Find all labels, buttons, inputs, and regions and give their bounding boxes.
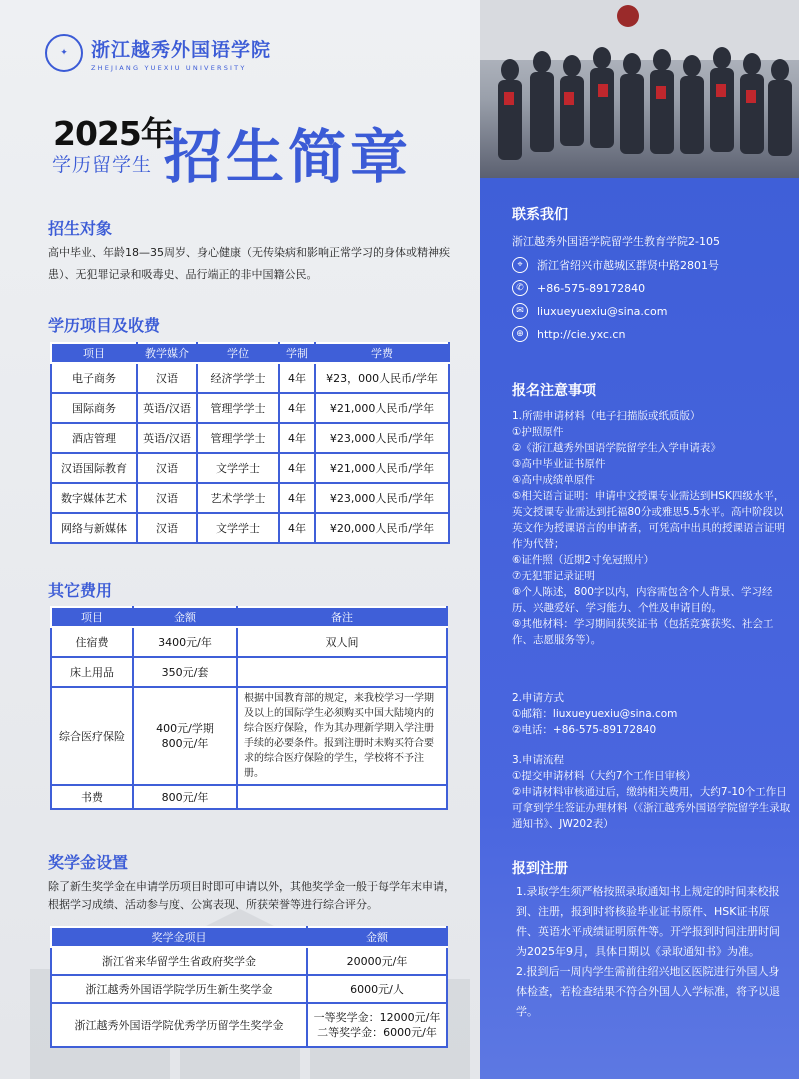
contact-address-row xyxy=(512,257,719,273)
program-name: 电子商务 xyxy=(51,363,137,393)
notes-heading: 报名注意事项 xyxy=(512,383,596,399)
fees-col-header: 项目 xyxy=(51,607,133,627)
program-medium: 汉语 xyxy=(137,363,197,393)
registration-item: 2.报到后一周内学生需前往绍兴地区医院进行外国人身体检查，若检查结果不符合外国人入学标准，将予以退学。 xyxy=(516,965,780,1018)
program-duration: 4年 xyxy=(279,423,315,453)
notes-list-item: ②申请材料审核通过后，缴纳相关费用，大约7-10个工作日可拿到学生签证办理材料（《浙江越秀外国语学院留学生录取通知书》、JW202表） xyxy=(512,786,791,830)
notes-list-item: ⑨其他材料：学习期间获奖证书（包括竞赛获奖、社会工作、志愿服务等）。 xyxy=(512,618,774,646)
program-medium: 英语/汉语 xyxy=(137,423,197,453)
program-degree: 经济学学士 xyxy=(197,363,279,393)
table-row xyxy=(51,363,449,393)
program-tuition: ¥23,000人民币/学年 xyxy=(315,423,449,453)
table-row xyxy=(51,687,447,785)
fee-amount: 350元/套 xyxy=(133,657,237,687)
contact-office: 浙江越秀外国语学院留学生教育学院2-105 xyxy=(512,235,720,248)
program-tuition: ¥23，000人民币/学年 xyxy=(315,363,449,393)
notes-list-item: ③高中毕业证书原件 xyxy=(512,458,606,470)
program-name: 酒店管理 xyxy=(51,423,137,453)
fee-note: 根据中国教育部的规定，来我校学习一学期及以上的国际学生必须购买中国大陆境内的综合医疗保险，作为其办理新学期入学注册手续的必要条件。报到注册时未购买符合要求的综合医疗保险的学生，学校将不予注册。 xyxy=(237,687,447,785)
contact-web-row[interactable] xyxy=(512,326,625,342)
program-degree: 管理学学士 xyxy=(197,423,279,453)
contact-website[interactable]: http://cie.yxc.cn xyxy=(537,327,626,341)
notes-section-2 xyxy=(512,690,792,738)
fees-col-header: 备注 xyxy=(237,607,447,627)
notes-list-item: ①邮箱：liuxueyuexiu@sina.com xyxy=(512,708,678,720)
table-row xyxy=(51,423,449,453)
programs-col-header: 学费 xyxy=(315,343,449,363)
programs-heading: 学历项目及收费 xyxy=(48,316,161,335)
table-row xyxy=(51,627,447,657)
program-duration: 4年 xyxy=(279,483,315,513)
scholarship-heading: 奖学金设置 xyxy=(48,853,129,872)
students-group-photo xyxy=(480,0,799,178)
fee-note xyxy=(237,785,447,809)
program-duration: 4年 xyxy=(279,363,315,393)
page-title: 招生简章 xyxy=(164,123,413,191)
program-tuition: ¥21,000人民币/学年 xyxy=(315,453,449,483)
program-name: 国际商务 xyxy=(51,393,137,423)
notes-s2-title: 2.申请方式 xyxy=(512,692,565,704)
university-seal-icon: ✦ xyxy=(45,34,83,72)
scholarship-amount: 20000元/年 xyxy=(307,947,447,975)
programs-col-header: 项目 xyxy=(51,343,137,363)
table-row xyxy=(51,393,449,423)
program-degree: 文学学士 xyxy=(197,513,279,543)
programs-table xyxy=(50,342,450,544)
program-tuition: ¥20,000人民币/学年 xyxy=(315,513,449,543)
scholarship-text: 除了新生奖学金在申请学历项目时即可申请以外，其他奖学金一般于每学年末申请，根据学习成绩、活动参与度、公寓表现、所获荣誉等进行综合评分。 xyxy=(48,880,455,911)
eligibility-text: 高中毕业、年龄18—35周岁、身心健康（无传染病和影响正常学习的身体或精神疾患）、无犯罪记录和吸毒史、品行端正的非中国籍公民。 xyxy=(48,246,450,281)
program-name: 数字媒体艺术 xyxy=(51,483,137,513)
notes-s3-title: 3.申请流程 xyxy=(512,754,565,766)
email-icon: ✉ xyxy=(512,303,528,319)
notes-list-item: ⑤相关语言证明：申请中文授课专业需达到HSK四级水平，英文授课专业需达到托福80分或雅思5.5水平。高中阶段以英文作为授课语言的申请者，可凭高中出具的授课语言证明作为代替； xyxy=(512,490,785,550)
logo-chinese-name: 浙江越秀外国语学院 xyxy=(91,38,272,61)
program-name: 汉语国际教育 xyxy=(51,453,137,483)
contact-phone: +86-575-89172840 xyxy=(537,281,646,295)
scholarship-table xyxy=(50,926,448,1048)
program-medium: 汉语 xyxy=(137,513,197,543)
fee-note: 双人间 xyxy=(237,627,447,657)
eligibility-heading: 招生对象 xyxy=(48,219,113,238)
program-name: 网络与新媒体 xyxy=(51,513,137,543)
contact-email[interactable]: liuxueyuexiu@sina.com xyxy=(537,304,668,318)
scholarship-col-header: 金额 xyxy=(307,927,447,947)
registration-list xyxy=(516,882,790,1022)
fees-heading: 其它费用 xyxy=(48,581,113,600)
fees-col-header: 金额 xyxy=(133,607,237,627)
fee-amount: 800元/年 xyxy=(133,785,237,809)
scholarship-col-header: 奖学金项目 xyxy=(51,927,307,947)
program-degree: 艺术学学士 xyxy=(197,483,279,513)
notes-s3-list xyxy=(512,768,792,832)
scholarship-amount: 6000元/人 xyxy=(307,975,447,1003)
program-duration: 4年 xyxy=(279,453,315,483)
table-row xyxy=(51,947,447,975)
subtitle: 学历留学生 xyxy=(52,154,153,176)
phone-icon: ✆ xyxy=(512,280,528,296)
program-medium: 汉语 xyxy=(137,453,197,483)
notes-s2-list xyxy=(512,706,792,738)
fees-table xyxy=(50,606,448,810)
globe-icon: ⊕ xyxy=(512,326,528,342)
notes-list-item: ②电话：+86-575-89172840 xyxy=(512,724,657,736)
contact-phone-row xyxy=(512,280,645,296)
table-row xyxy=(51,657,447,687)
program-degree: 文学学士 xyxy=(197,453,279,483)
program-tuition: ¥23,000人民币/学年 xyxy=(315,483,449,513)
contact-heading: 联系我们 xyxy=(512,207,568,223)
info-sidebar xyxy=(480,178,799,1079)
registration-heading: 报到注册 xyxy=(512,861,568,877)
scholarship-amount: 一等奖学金：12000元/年 二等奖学金：6000元/年 xyxy=(307,1003,447,1047)
notes-list-item: ①提交申请材料（大约7个工作日审核） xyxy=(512,770,697,782)
table-row xyxy=(51,1003,447,1047)
fee-item: 床上用品 xyxy=(51,657,133,687)
table-row xyxy=(51,975,447,1003)
contact-address: 浙江省绍兴市越城区群贤中路2801号 xyxy=(537,259,719,272)
programs-col-header: 教学媒介 xyxy=(137,343,197,363)
program-duration: 4年 xyxy=(279,393,315,423)
scholarship-name: 浙江越秀外国语学院学历生新生奖学金 xyxy=(51,975,307,1003)
program-duration: 4年 xyxy=(279,513,315,543)
fee-item: 综合医疗保险 xyxy=(51,687,133,785)
notes-list-item: ⑦无犯罪记录证明 xyxy=(512,570,595,582)
fee-amount: 3400元/年 xyxy=(133,627,237,657)
registration-item: 1.录取学生须严格按照录取通知书上规定的时间来校报到、注册，报到时将核验毕业证书原件、HSK证书原件、英语水平成绩证明原件等。开学报到时间注册时间为2025年9月，具体日期以《录取通知书》为准。 xyxy=(516,885,780,958)
fee-item: 住宿费 xyxy=(51,627,133,657)
notes-list-item: ①护照原件 xyxy=(512,426,564,438)
table-row xyxy=(51,513,449,543)
logo-english-name: ZHEJIANG YUEXIU UNIVERSITY xyxy=(91,63,247,72)
fee-item: 书费 xyxy=(51,785,133,809)
notes-s1-title: 1.所需申请材料（电子扫描版或纸质版） xyxy=(512,410,701,422)
year-label: 2025年 xyxy=(53,114,173,153)
notes-s1-list xyxy=(512,424,792,648)
notes-list-item: ②《浙江越秀外国语学院留学生入学申请表》 xyxy=(512,442,721,454)
notes-section-3 xyxy=(512,752,792,832)
fee-note xyxy=(237,657,447,687)
notes-section-1 xyxy=(512,408,792,648)
table-row xyxy=(51,453,449,483)
notes-list-item: ④高中成绩单原件 xyxy=(512,474,595,486)
location-pin-icon: ⌖ xyxy=(512,257,528,273)
contact-email-row[interactable] xyxy=(512,303,667,319)
table-row xyxy=(51,785,447,809)
programs-col-header: 学位 xyxy=(197,343,279,363)
program-tuition: ¥21,000人民币/学年 xyxy=(315,393,449,423)
fee-amount: 400元/学期 800元/年 xyxy=(133,687,237,785)
program-medium: 汉语 xyxy=(137,483,197,513)
program-medium: 英语/汉语 xyxy=(137,393,197,423)
programs-col-header: 学制 xyxy=(279,343,315,363)
notes-list-item: ⑥证件照（近期2寸免冠照片） xyxy=(512,554,655,566)
university-logo xyxy=(45,34,271,72)
scholarship-name: 浙江省来华留学生省政府奖学金 xyxy=(51,947,307,975)
program-degree: 管理学学士 xyxy=(197,393,279,423)
scholarship-name: 浙江越秀外国语学院优秀学历留学生奖学金 xyxy=(51,1003,307,1047)
table-row xyxy=(51,483,449,513)
notes-list-item: ⑧个人陈述，800字以内，内容需包含个人背景、学习经历、兴趣爱好、学习能力、个性及申请目的。 xyxy=(512,586,773,614)
